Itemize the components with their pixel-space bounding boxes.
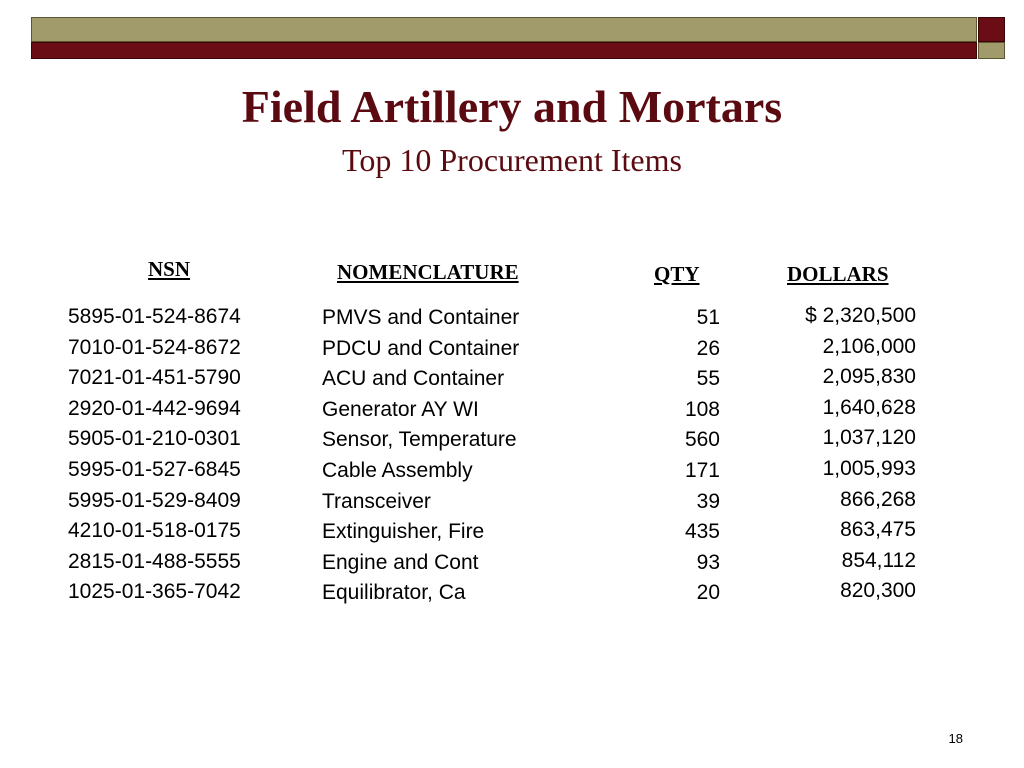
qty-cell: 20	[696, 581, 720, 605]
nomenclature-cell: Transceiver	[322, 489, 431, 513]
dollars-cell: 863,475	[840, 518, 916, 542]
nsn-cell: 5995-01-529-8409	[68, 488, 241, 512]
dollars-cell: $ 2,320,500	[805, 304, 916, 327]
nomenclature-column	[322, 303, 519, 609]
nsn-cell: 5995-01-527-6845	[68, 457, 241, 481]
nsn-cell: 4210-01-518-0175	[68, 519, 241, 543]
header-bar-olive	[31, 17, 977, 42]
column-header-nsn: NSN	[148, 257, 191, 281]
dollars-cell: 854,112	[841, 548, 916, 572]
nomenclature-cell: Extinguisher, Fire	[322, 520, 485, 544]
nomenclature-cell: PDCU and Container	[322, 336, 520, 360]
dollars-cell: 820,300	[840, 579, 916, 603]
nomenclature-cell: Engine and Cont	[322, 550, 479, 574]
qty-cell: 55	[696, 367, 720, 391]
nsn-column	[68, 302, 241, 608]
qty-cell: 39	[696, 489, 720, 513]
page-number: 18	[948, 731, 963, 746]
dollars-cell: 866,268	[840, 487, 916, 511]
nsn-cell: 5895-01-524-8674	[68, 305, 241, 328]
dollars-cell: 2,095,830	[822, 365, 916, 389]
slide-title: Field Artillery and Mortars	[241, 81, 783, 132]
nomenclature-cell: ACU and Container	[322, 367, 505, 391]
qty-cell: 51	[696, 306, 720, 329]
dollars-cell: 1,005,993	[822, 456, 916, 480]
nomenclature-cell: Sensor, Temperature	[322, 428, 517, 452]
qty-column	[640, 303, 720, 609]
qty-cell: 435	[684, 520, 720, 544]
nsn-cell: 7010-01-524-8672	[68, 335, 241, 359]
qty-cell: 560	[684, 428, 720, 452]
column-header-dollars: DOLLARS	[787, 262, 889, 286]
nomenclature-cell: Generator AY WI	[322, 397, 479, 421]
nsn-cell: 1025-01-365-7042	[68, 580, 241, 604]
header-bar-maroon	[31, 42, 977, 59]
slide-subtitle: Top 10 Procurement Items	[342, 142, 682, 178]
nsn-cell: 2920-01-442-9694	[68, 396, 241, 420]
nomenclature-cell: PMVS and Container	[322, 306, 520, 329]
nomenclature-cell: Equilibrator, Ca	[322, 581, 466, 605]
nsn-cell: 5905-01-210-0301	[68, 427, 241, 451]
dollars-cell: 1,037,120	[822, 426, 916, 450]
dollars-column	[770, 301, 916, 607]
dollars-cell: 1,640,628	[822, 395, 916, 419]
header-square-olive	[978, 42, 1005, 59]
qty-cell: 26	[696, 336, 720, 360]
dollars-cell: 2,106,000	[822, 334, 916, 358]
nsn-cell: 7021-01-451-5790	[68, 366, 241, 390]
qty-cell: 108	[684, 397, 720, 421]
nsn-cell: 2815-01-488-5555	[68, 549, 241, 573]
header-square-maroon	[978, 17, 1005, 42]
column-header-qty: QTY	[654, 262, 700, 286]
qty-cell: 93	[696, 550, 720, 574]
qty-cell: 171	[684, 458, 720, 482]
nomenclature-cell: Cable Assembly	[322, 458, 473, 482]
column-header-nomenclature: NOMENCLATURE	[337, 260, 519, 284]
